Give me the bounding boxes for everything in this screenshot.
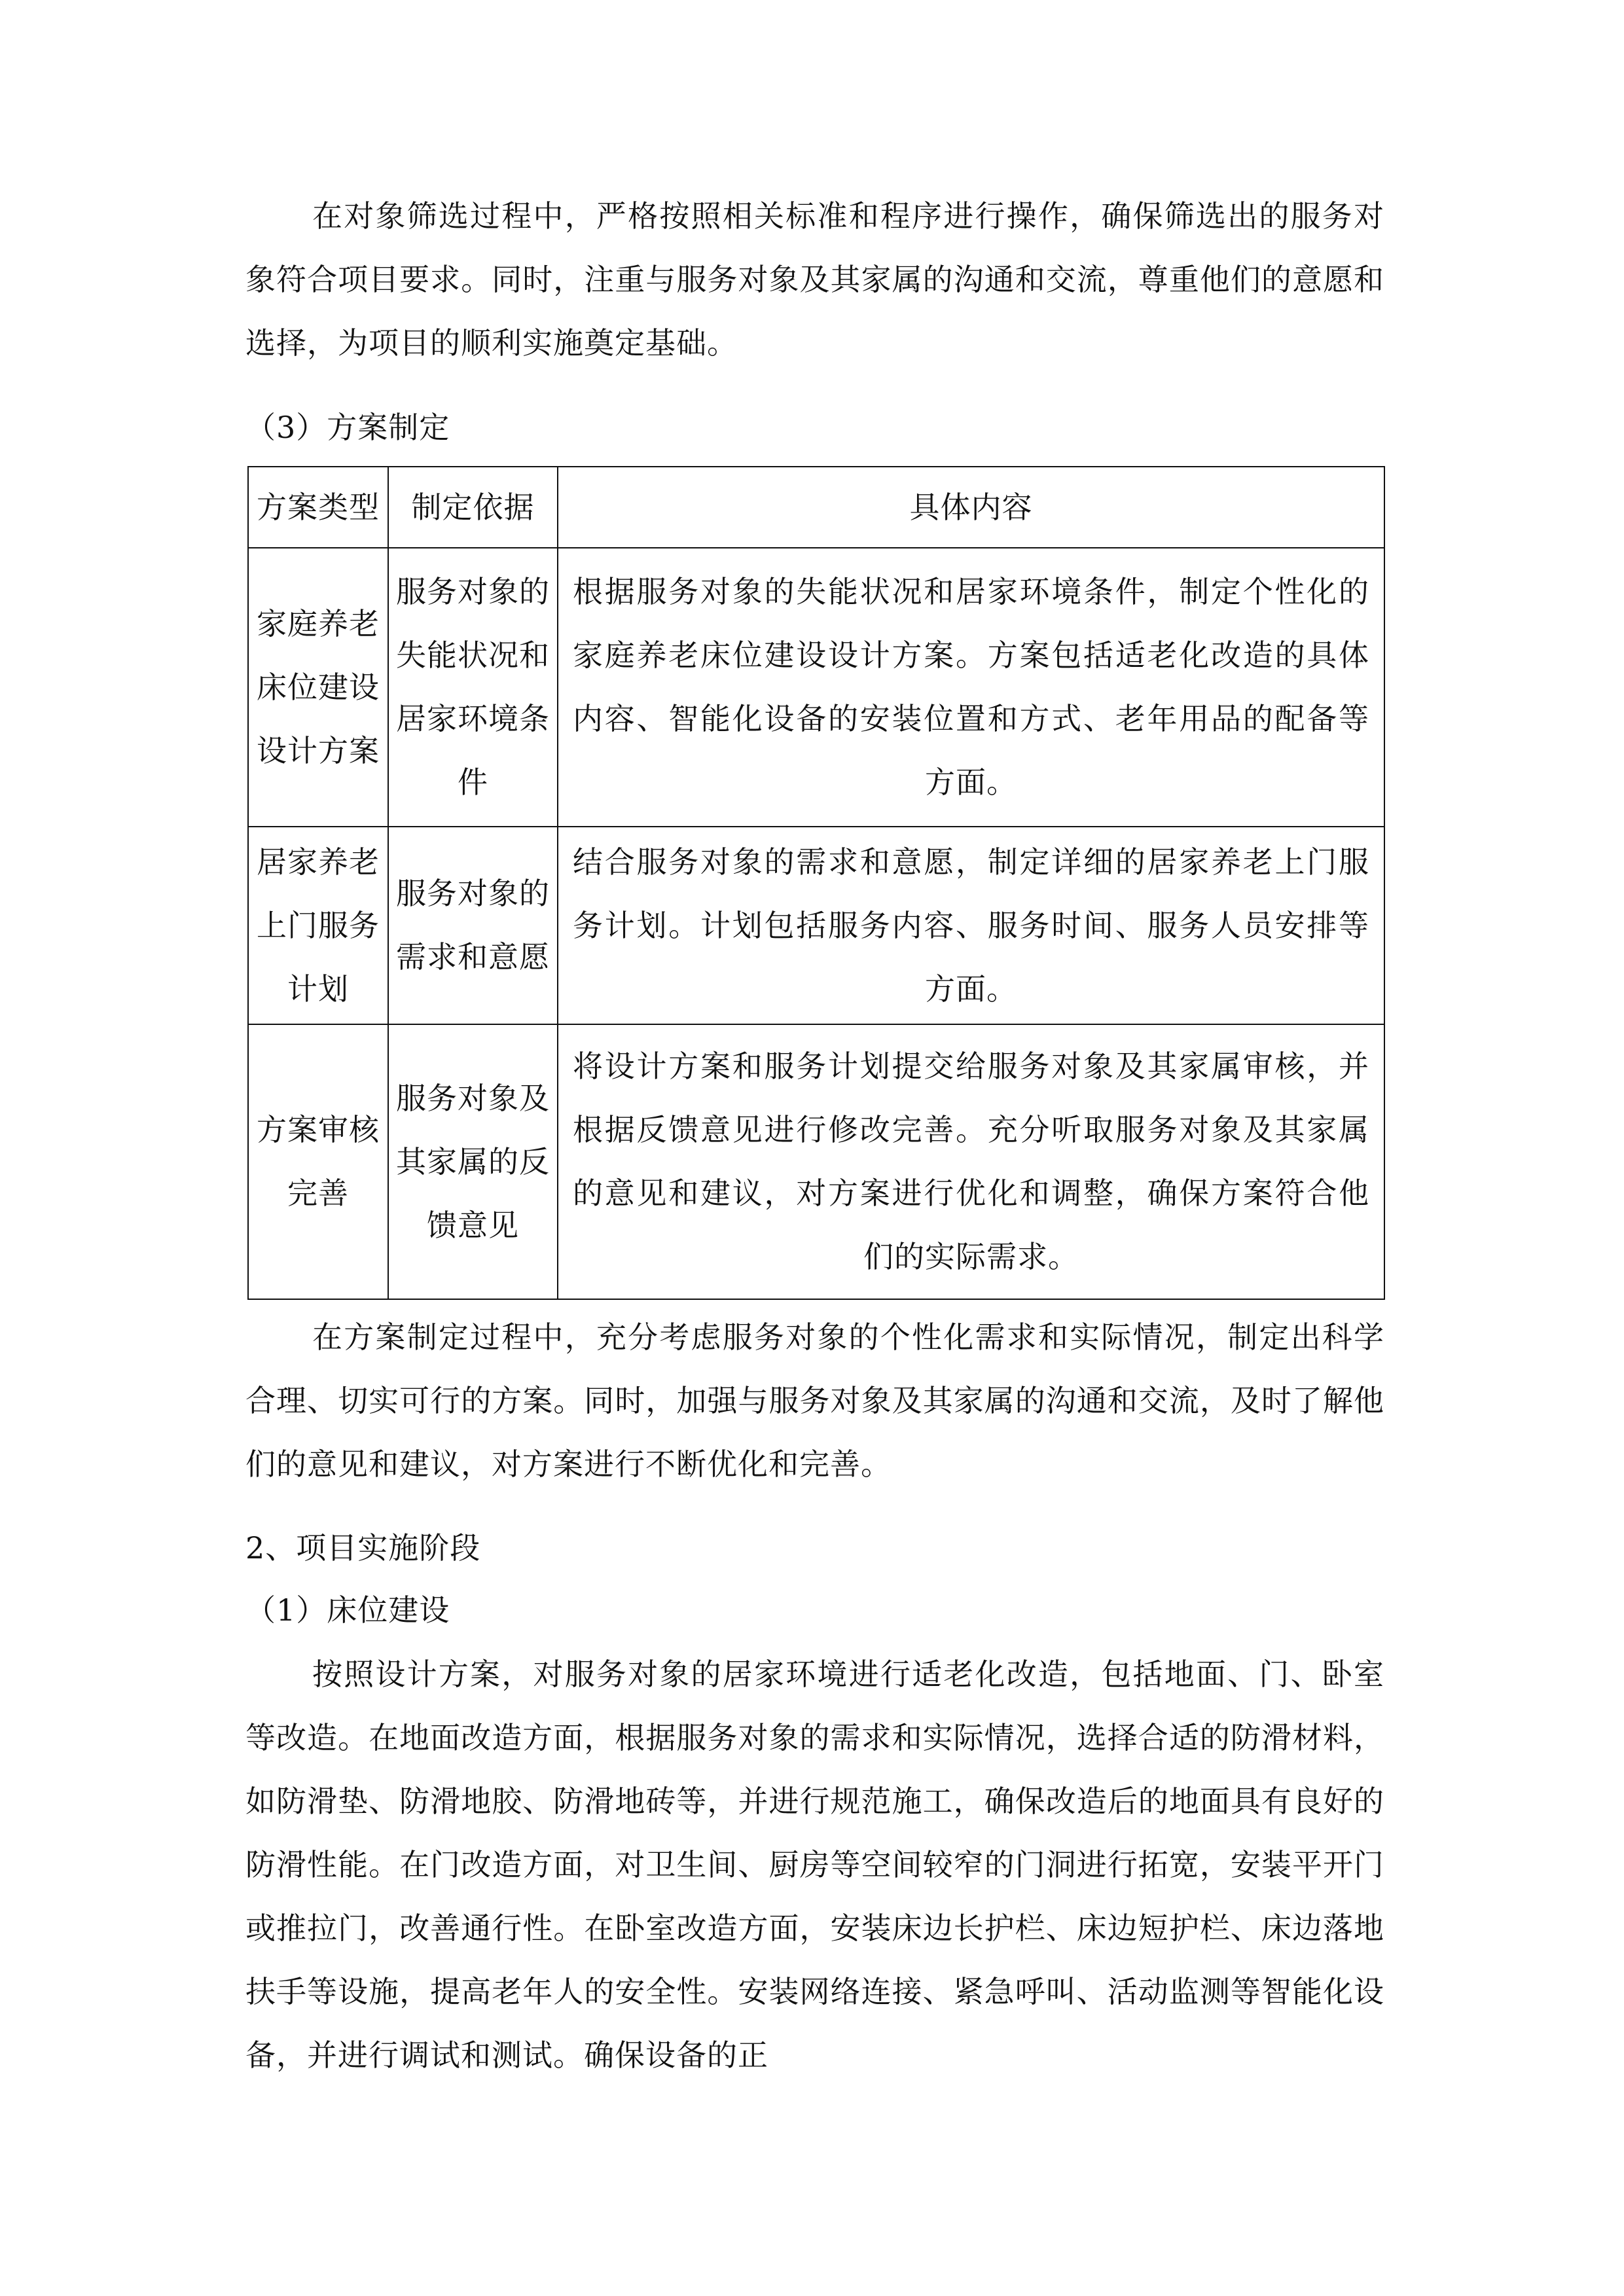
table-row bbox=[248, 827, 1384, 1024]
header-type: 方案类型 bbox=[248, 467, 388, 548]
table-header-row bbox=[248, 467, 1384, 548]
row-type-cell: 方案审核完善 bbox=[248, 1024, 388, 1299]
header-content: 具体内容 bbox=[558, 467, 1384, 548]
subsection-1-heading: （1）床位建设 bbox=[245, 1592, 450, 1628]
row-content-cell: 根据服务对象的失能状况和居家环境条件，制定个性化的家庭养老床位建设设计方案。方案包括适老化改造的具体内容、智能化设备的安装位置和方式、老年用品的配备等方面。 bbox=[558, 548, 1384, 827]
row-content-cell: 结合服务对象的需求和意愿，制定详细的居家养老上门服务计划。计划包括服务内容、服务时间、服务人员安排等方面。 bbox=[558, 827, 1384, 1024]
row-content-cell: 将设计方案和服务计划提交给服务对象及其家属审核，并根据反馈意见进行修改完善。充分听取服务对象及其家属的意见和建议，对方案进行优化和调整，确保方案符合他们的实际需求。 bbox=[558, 1024, 1384, 1299]
intro-paragraph: 在对象筛选过程中，严格按照相关标准和程序进行操作，确保筛选出的服务对象符合项目要求。同时，注重与服务对象及其家属的沟通和交流，尊重他们的意愿和选择，为项目的顺利实施奠定基础。 bbox=[245, 198, 1384, 361]
table-row bbox=[248, 548, 1384, 827]
section-3-heading: （3）方案制定 bbox=[245, 410, 450, 445]
row-type-cell: 家庭养老床位建设设计方案 bbox=[248, 548, 388, 827]
table-row bbox=[248, 1024, 1384, 1299]
section-2-heading: 2、项目实施阶段 bbox=[245, 1530, 481, 1566]
header-basis: 制定依据 bbox=[388, 467, 558, 548]
after-table-paragraph: 在方案制定过程中，充分考虑服务对象的个性化需求和实际情况，制定出科学合理、切实可行的方案。同时，加强与服务对象及其家属的沟通和交流，及时了解他们的意见和建议，对方案进行不断优化和完善。 bbox=[245, 1319, 1384, 1482]
row-type-cell: 居家养老上门服务计划 bbox=[248, 827, 388, 1024]
row-basis-cell: 服务对象的失能状况和居家环境条件 bbox=[388, 548, 558, 827]
row-basis-cell: 服务对象的需求和意愿 bbox=[388, 827, 558, 1024]
row-basis-cell: 服务对象及其家属的反馈意见 bbox=[388, 1024, 558, 1299]
bed-construction-paragraph: 按照设计方案，对服务对象的居家环境进行适老化改造，包括地面、门、卧室等改造。在地面改造方面，根据服务对象的需求和实际情况，选择合适的防滑材料，如防滑垫、防滑地胶、防滑地砖等，并进行规范施工，确保改造后的地面具有良好的防滑性能。在门改造方面，对卫生间、厨房等空间较窄的门洞进行拓宽，安装平开门或推拉门，改善通行性。在卧室改造方面，安装床边长护栏、床边短护栏、床边落地扶手等设施，提高老年人的安全性。安装网络连接、紧急呼叫、活动监测等智能化设备，并进行调试和测试。确保设备的正 bbox=[245, 1657, 1384, 2073]
plan-table bbox=[247, 466, 1385, 1300]
